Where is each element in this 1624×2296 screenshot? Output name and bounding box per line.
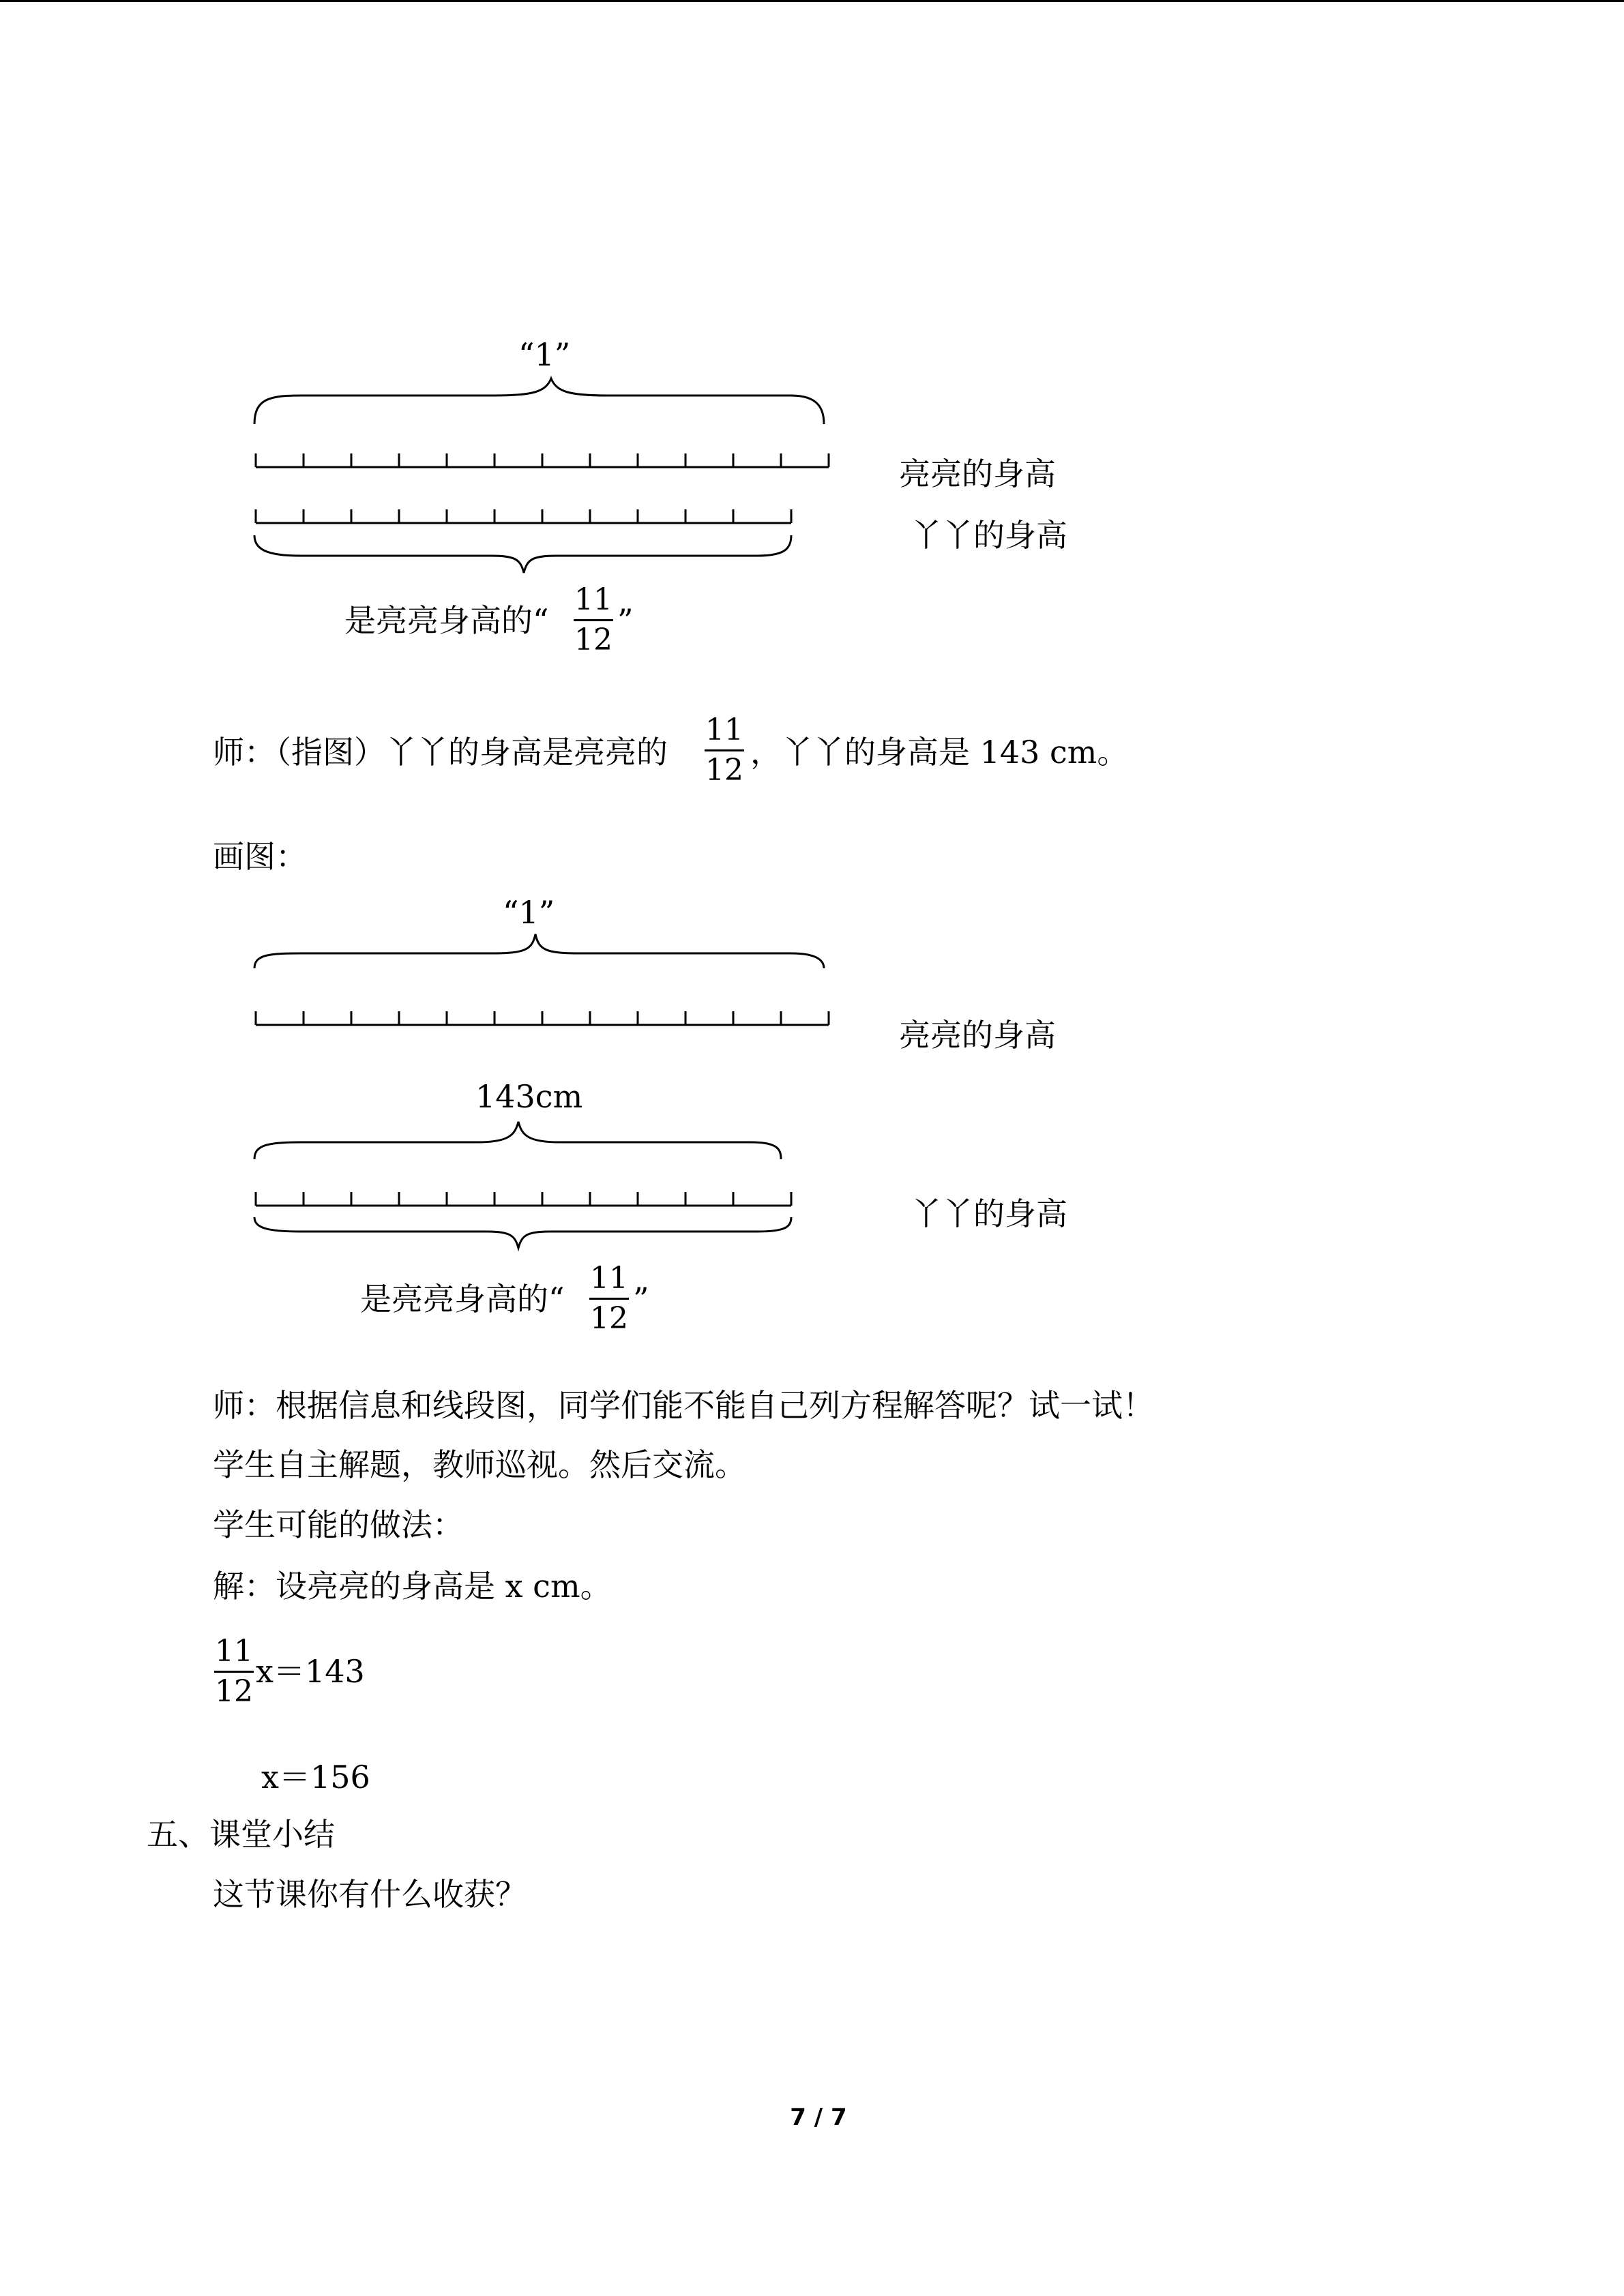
diagram2-mid-brace (254, 1122, 781, 1159)
teacher-para1-suffix: ，丫丫的身高是 143 cm。 (750, 734, 1129, 771)
diagram1-bar1-ticks (256, 453, 829, 467)
diagram1-bar1-label: 亮亮的身高 (899, 456, 1056, 492)
diagram1-top-label: “1” (518, 336, 571, 373)
diagram2-bar2-label: 丫丫的身高 (911, 1195, 1067, 1232)
diagram2-bar2-ticks (256, 1192, 791, 1206)
fraction-numerator: 11 (705, 713, 743, 747)
diagram2-bar1-label: 亮亮的身高 (899, 1017, 1056, 1054)
diagram2-bottom-label-suffix: ” (633, 1281, 649, 1317)
fraction-denominator: 12 (705, 753, 743, 788)
equation1-fraction (210, 1634, 258, 1709)
fraction-numerator: 11 (574, 582, 612, 617)
teacher-para2: 师：根据信息和线段图，同学们能不能自己列方程解答呢？试一试！ (213, 1387, 1154, 1424)
diagram1-bottom-fraction (570, 582, 617, 657)
equation1-rest: x＝143 (256, 1653, 365, 1690)
diagram2-top-brace (254, 934, 824, 968)
fraction-denominator: 12 (590, 1301, 628, 1336)
page-number: 7 / 7 (790, 2104, 847, 2131)
diagram1-bar2-ticks (256, 509, 791, 523)
equation2: x＝156 (261, 1759, 370, 1795)
solution-para: 解：设亮亮的身高是 x cm。 (213, 1568, 612, 1605)
teacher-para1-fraction (700, 715, 748, 786)
diagram1-bottom-label-prefix: 是亮亮身高的“ (344, 602, 549, 639)
students-para: 学生自主解题，教师巡视。然后交流。 (213, 1446, 746, 1483)
diagram2-mid-label: 143cm (475, 1078, 583, 1115)
fraction-numerator: 11 (590, 1261, 628, 1296)
draw-label: 画图： (213, 838, 307, 875)
diagram2-bottom-brace (254, 1217, 791, 1248)
diagram2-bottom-fraction (585, 1261, 633, 1336)
diagram2-bottom-label-prefix: 是亮亮身高的“ (360, 1281, 565, 1317)
diagram1-bar2-label: 丫丫的身高 (911, 517, 1067, 554)
diagram1-top-brace (254, 378, 824, 424)
diagram2-top-label: “1” (503, 894, 555, 931)
diagram2-bar1-ticks (256, 1011, 829, 1025)
section5-title: 五、课堂小结 (147, 1816, 335, 1853)
section5-question: 这节课你有什么收获？ (213, 1876, 527, 1913)
fraction-denominator: 12 (215, 1674, 253, 1709)
possible-methods-para: 学生可能的做法： (213, 1506, 464, 1543)
diagram1-bottom-brace (254, 535, 791, 573)
teacher-para1-prefix: 师：（指图）丫丫的身高是亮亮的 (213, 734, 668, 771)
fraction-numerator: 11 (215, 1634, 253, 1669)
fraction-denominator: 12 (574, 623, 612, 657)
diagram1-bottom-label-suffix: ” (617, 602, 634, 639)
